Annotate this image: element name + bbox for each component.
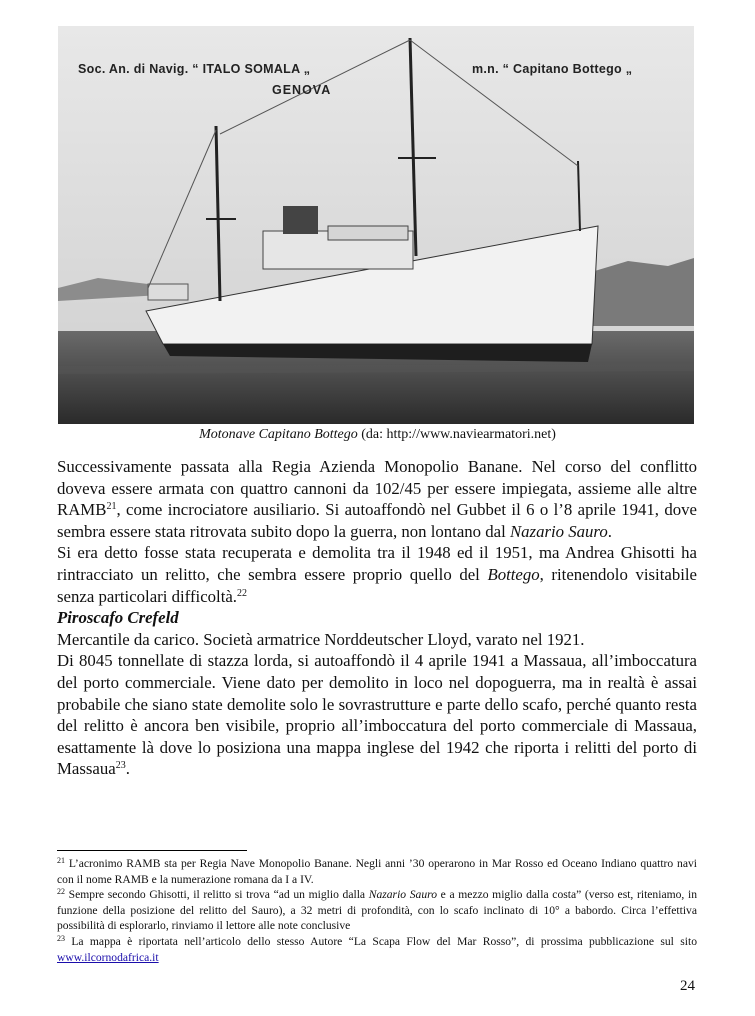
footnotes: [57, 856, 697, 965]
footnote-ref[interactable]: 23: [115, 760, 126, 772]
paragraph-text: .: [125, 759, 130, 779]
paragraph-text: .: [607, 521, 612, 541]
photo-caption: [0, 427, 755, 443]
footnote-23: [57, 934, 697, 965]
paragraph-crefeld-intro: Mercantile da carico. Società armatrice Norddeutscher Lloyd, varato nel 1921.: [57, 629, 585, 649]
ship-name-emphasis: Nazario Sauro: [509, 521, 608, 541]
main-text: [57, 456, 697, 780]
paragraph-text: , come incrociatore ausiliario. Si autoaffondò nel Gubbet il 6 o l’8 aprile 1941, dove sembra essere stata ritrovata subito dopo la guerra, non lontano dal: [57, 500, 697, 541]
footnote-text: La mappa è riportata nell’articolo dello stesso Autore “La Scapa Flow del Mar Rosso”, di prossima pubblicazione sul sito: [65, 934, 697, 948]
photo-header-city: GENOVA: [272, 83, 332, 97]
photo-header-left: Soc. An. di Navig. “ ITALO SOMALA „: [78, 62, 311, 76]
ship-name-emphasis: Nazario Sauro: [368, 888, 438, 902]
caption-title: Motonave Capitano Bottego: [199, 427, 358, 442]
footnote-ref[interactable]: 22: [237, 587, 248, 599]
footnote-text: L’acronimo RAMB sta per Regia Nave Monopolio Banane. Negli anni ’30 operarono in Mar Rosso ed Oceano Indiano quattro navi con il nome RAMB e la numerazione romana da I a IV.: [57, 857, 697, 886]
ship-name-emphasis: Bottego: [487, 564, 540, 584]
paragraph-crefeld-detail: [57, 650, 697, 780]
photo-header-right: m.n. “ Capitano Bottego „: [472, 62, 633, 76]
footnote-text: Sempre secondo Ghisotti, il relitto si trova “ad un miglio dalla: [65, 888, 369, 902]
footnote-divider: [57, 850, 247, 851]
section-heading: Piroscafo Crefeld: [57, 608, 179, 628]
footnote-21: [57, 856, 697, 887]
footnote-number: 22: [57, 887, 65, 897]
paragraph-ramb: [57, 456, 697, 542]
footnote-number: 23: [57, 933, 65, 943]
footnote-number: 21: [57, 856, 65, 865]
footnote-ref[interactable]: 21: [106, 501, 117, 513]
paragraph-text: , ritenendolo visitabile senza particolari difficoltà.: [57, 564, 697, 606]
paragraph-ghisotti: [57, 542, 697, 607]
paragraph-text: Si era detto fosse stata recuperata e demolita tra il 1948 ed il 1951, ma Andrea Ghisotti ha rintracciato un relitto, che sembra essere proprio quello del: [57, 543, 697, 584]
page-number: 24: [680, 978, 695, 994]
footnote-22: [57, 887, 697, 934]
footnote-text: e a mezzo miglio dalla costa” (verso est, riteniamo, in funzione della posizione del relitto del Sauro), a 32 metri di profondità, con lo scafo inclinato di 10° a babordo. Circa l’effettiva possibilità di esplorarlo, rinviamo il lettore alle note conclusive: [57, 888, 697, 933]
website-link[interactable]: www.ilcornodafrica.it: [57, 950, 159, 964]
ship-photo: [58, 26, 694, 424]
ship-illustration: [58, 26, 694, 424]
paragraph-text: Successivamente passata alla Regia Azienda Monopolio Banane. Nel corso del conflitto doveva essere armata con quattro cannoni da 102/45 per essere impiegata, assieme alle altre RAMB: [57, 457, 697, 520]
paragraph-text: Di 8045 tonnellate di stazza lorda, si autoaffondò il 4 aprile 1941 a Massaua, all’imboccatura del porto commerciale. Viene dato per demolito in loco nel dopoguerra, ma in realtà è assai probabile che siano state demolite solo le sovrastrutture e parte dello scafo, perché quanto resta del relitto è ancora ben visibile, proprio all’imboccatura del porto commerciale di Massaua, esattamente là dove lo posiziona una mappa inglese del 1942 che riporta i relitti del porto di Massaua: [57, 651, 697, 779]
caption-source: (da: http://www.naviearmatori.net): [357, 427, 556, 442]
